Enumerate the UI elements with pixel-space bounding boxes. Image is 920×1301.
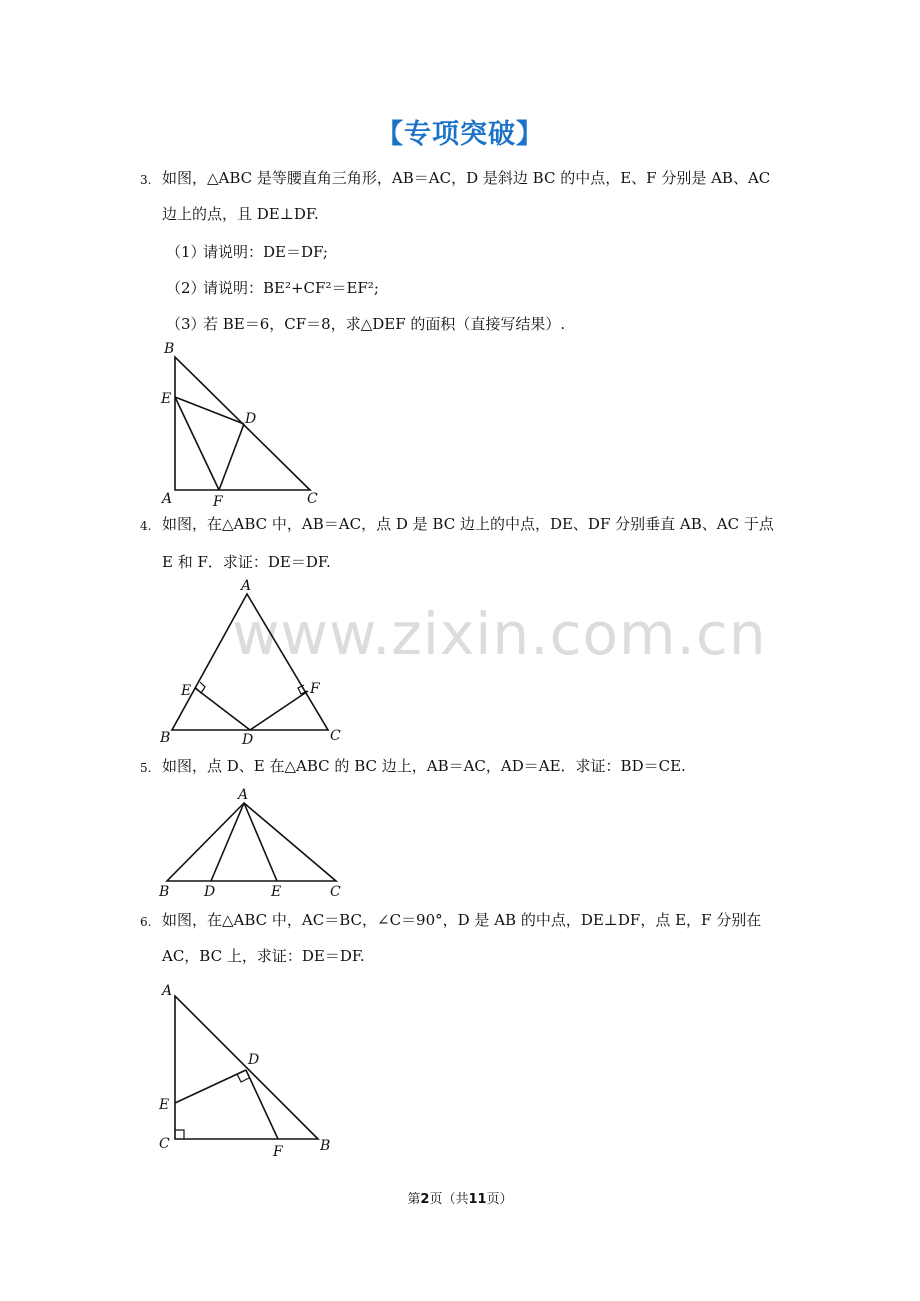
label-f: F (273, 1144, 283, 1160)
question-5-text: 如图，点 D、E 在△ABC 的 BC 边上，AB＝AC，AD＝AE．求证：BD＝CE. (162, 757, 686, 775)
label-b: B (159, 884, 170, 900)
segment-df (219, 424, 244, 490)
right-angle-d (237, 1074, 249, 1082)
label-d: D (204, 884, 216, 900)
label-c: C (159, 1136, 170, 1152)
triangle-abc (175, 996, 318, 1139)
label-b: B (320, 1138, 331, 1154)
label-b: B (160, 730, 171, 746)
label-e: E (161, 391, 172, 407)
segment-ae (244, 803, 277, 881)
label-e: E (271, 884, 282, 900)
footer-middle: 页（共 (429, 1192, 469, 1207)
label-d: D (242, 732, 254, 748)
label-c: C (330, 728, 341, 744)
question-3-sub3: 若 BE＝6，CF＝8，求△DEF 的面积（直接写结果）. (203, 315, 566, 333)
triangle-abc (167, 803, 336, 881)
label-c: C (330, 884, 341, 900)
segment-ed (195, 688, 250, 730)
question-5-figure (150, 783, 350, 903)
label-a: A (162, 491, 173, 507)
label-e: E (159, 1097, 170, 1113)
footer-prefix: 第 (407, 1192, 421, 1207)
section-title: 【专项突破】 (376, 119, 544, 150)
segment-ed (175, 1070, 246, 1103)
label-d: D (248, 1052, 260, 1068)
segment-ad (211, 803, 244, 881)
question-5-number: 5. (140, 761, 152, 775)
question-6-number: 6. (140, 915, 152, 929)
question-3-text-cont: 边上的点，且 DE⊥DF. (162, 205, 319, 223)
question-3-sub2: 请说明：BE²+CF²＝EF²; (203, 279, 379, 297)
label-a: A (238, 787, 249, 803)
label-a: A (162, 983, 173, 999)
label-c: C (307, 491, 318, 507)
segment-df (246, 1070, 278, 1139)
right-angle-c (175, 1130, 184, 1139)
page-footer (0, 1188, 920, 1207)
label-e: E (181, 683, 192, 699)
question-4-number: 4. (140, 519, 152, 533)
question-3-sub3-label: （3） (166, 315, 206, 333)
watermark: www.zixin.com.cn (232, 600, 767, 668)
question-6-text: 如图，在△ABC 中，AC＝BC，∠C＝90°，D 是 AB 的中点，DE⊥DF，点 E，F 分别在 (162, 911, 762, 929)
segment-df (250, 691, 308, 730)
label-d: D (245, 411, 257, 427)
question-3-text: 如图，△ABC 是等腰直角三角形，AB＝AC，D 是斜边 BC 的中点，E、F 分别是 AB、AC (162, 169, 771, 187)
question-3-sub1-label: （1） (166, 243, 206, 261)
triangle-abc (172, 594, 328, 730)
footer-suffix: 页） (486, 1192, 513, 1207)
footer-total-pages: 11 (468, 1192, 487, 1207)
question-6-figure (150, 976, 350, 1166)
question-4-text: 如图，在△ABC 中，AB＝AC，点 D 是 BC 边上的中点，DE、DF 分别垂直 AB、AC 于点 (162, 515, 774, 533)
label-b: B (164, 341, 175, 357)
question-6-text-cont: AC，BC 上，求证：DE＝DF. (162, 947, 365, 965)
question-3-number: 3. (140, 173, 152, 187)
question-4-text-cont: E 和 F．求证：DE＝DF. (162, 553, 331, 571)
label-f: F (310, 681, 320, 697)
question-3-sub1: 请说明：DE＝DF; (203, 243, 328, 261)
question-3-figure (150, 335, 340, 515)
label-a: A (241, 578, 252, 594)
footer-page-number: 2 (420, 1192, 430, 1207)
question-3-sub2-label: （2） (166, 279, 206, 297)
label-f: F (213, 494, 223, 510)
question-4-figure (150, 576, 350, 751)
